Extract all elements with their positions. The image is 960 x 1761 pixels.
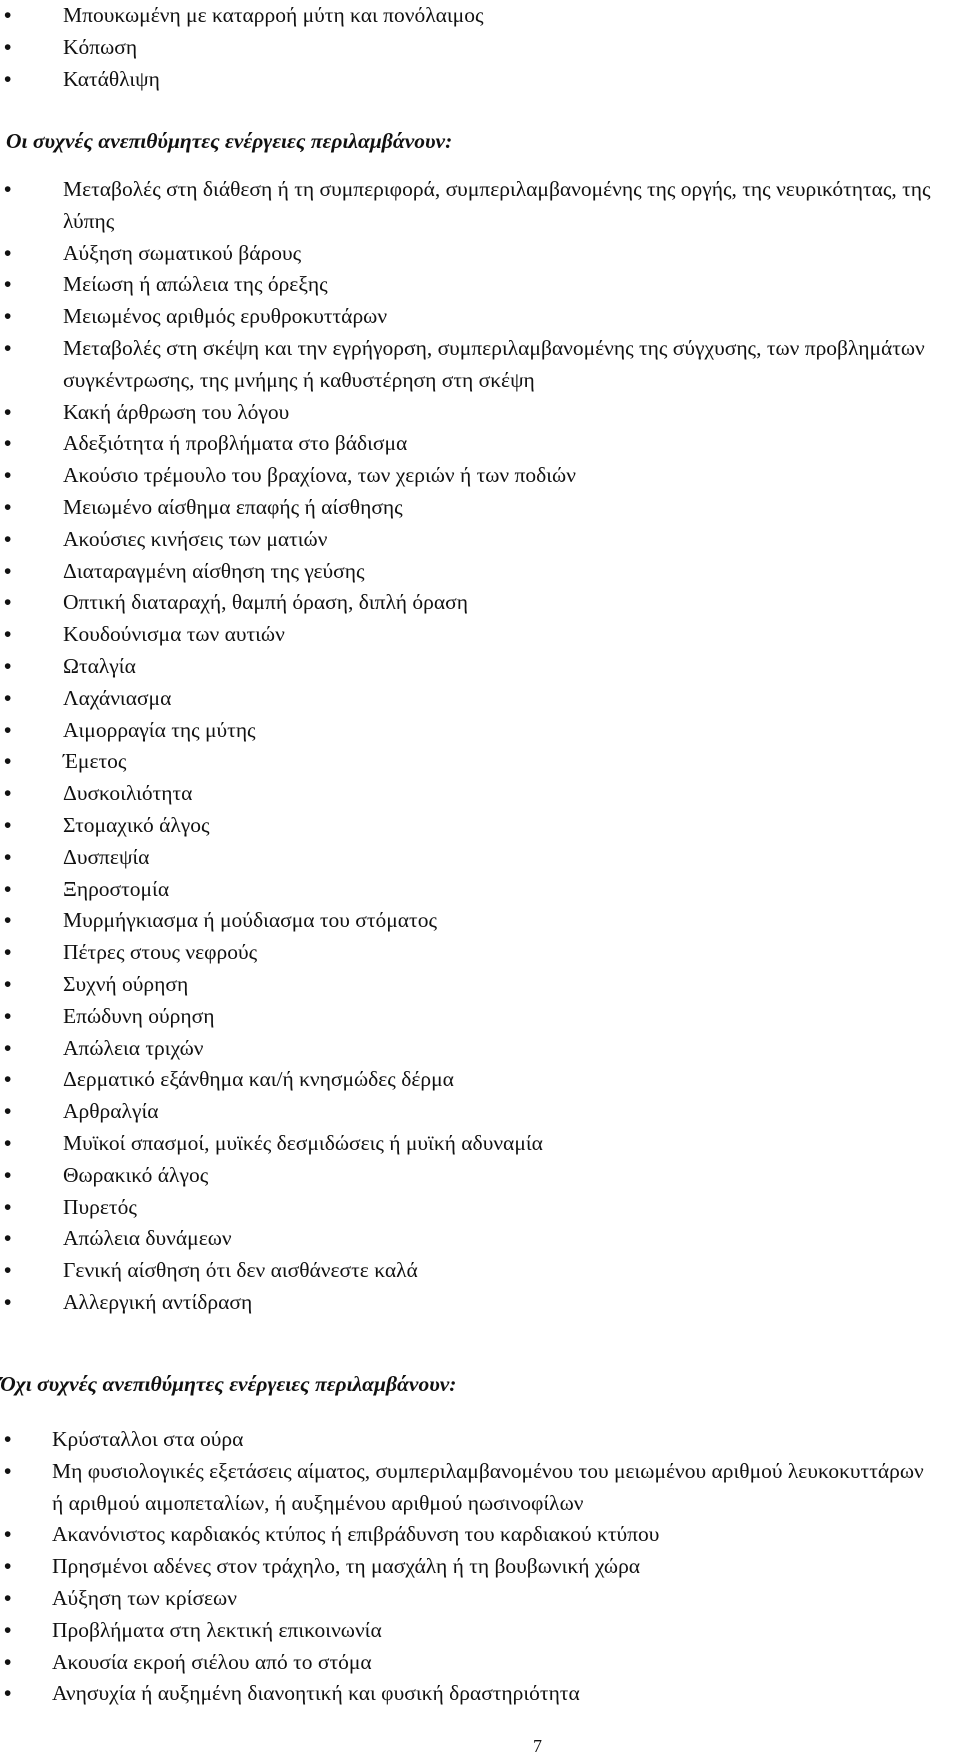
frequent-effect-item: • Πυρετός	[0, 1192, 950, 1224]
frequent-effect-item: • Κουδούνισμα των αυτιών	[0, 619, 950, 651]
frequent-effect-item: • Συχνή ούρηση	[0, 969, 950, 1001]
frequent-effect-item: • Απώλεια τριχών	[0, 1033, 950, 1065]
intro-symptom-list	[0, 0, 950, 95]
frequent-effects-heading: Οι συχνές ανεπιθύμητες ενέργειες περιλαμβάνουν:	[6, 129, 453, 153]
frequent-effect-item: • Κακή άρθρωση του λόγου	[0, 397, 950, 429]
frequent-effect-item: • Δυσκοιλιότητα	[0, 778, 950, 810]
intro-symptom-item: • Μπουκωμένη με καταρροή μύτη και πονόλαιμος	[0, 0, 950, 32]
infrequent-effect-item: • Προβλήματα στη λεκτική επικοινωνία	[0, 1615, 950, 1647]
intro-symptom-item: • Κόπωση	[0, 32, 950, 64]
infrequent-effect-item: • Κρύσταλλοι στα ούρα	[0, 1424, 950, 1456]
frequent-effect-item: • Μεταβολές στη διάθεση ή τη συμπεριφορά, συμπεριλαμβανομένης της οργής, της νευρικότητας, της λύπης	[0, 174, 950, 238]
frequent-effect-item: • Μυρμήγκιασμα ή μούδιασμα του στόματος	[0, 905, 950, 937]
frequent-effects-list	[0, 174, 950, 1319]
frequent-effect-item: • Αλλεργική αντίδραση	[0, 1287, 950, 1319]
frequent-effect-item: • Δερματικό εξάνθημα και/ή κνησμώδες δέρμα	[0, 1064, 950, 1096]
intro-symptom-item: • Κατάθλιψη	[0, 64, 950, 96]
frequent-effect-item: • Μειωμένο αίσθημα επαφής ή αίσθησης	[0, 492, 950, 524]
frequent-effect-item: • Μεταβολές στη σκέψη και την εγρήγορση, συμπεριλαμβανομένης της σύγχυσης, των προβλημάτων συγκέντρωσης, της μνήμης ή καθυστέρηση στη σκέψη	[0, 333, 950, 397]
frequent-effect-item: • Γενική αίσθηση ότι δεν αισθάνεστε καλά	[0, 1255, 950, 1287]
frequent-effect-item: • Ακούσιες κινήσεις των ματιών	[0, 524, 950, 556]
infrequent-effect-item: • Μη φυσιολογικές εξετάσεις αίματος, συμπεριλαμβανομένου του μειωμένου αριθμού λευκοκυττάρων ή αριθμού αιμοπεταλίων, ή αυξημένου αριθμού ηωσινοφίλων	[0, 1456, 950, 1520]
frequent-effect-item: • Μειωμένος αριθμός ερυθροκυττάρων	[0, 301, 950, 333]
frequent-effect-item: • Αιμορραγία της μύτης	[0, 715, 950, 747]
infrequent-effect-item: • Πρησμένοι αδένες στον τράχηλο, τη μασχάλη ή τη βουβωνική χώρα	[0, 1551, 950, 1583]
frequent-effect-item: • Διαταραγμένη αίσθηση της γεύσης	[0, 556, 950, 588]
frequent-effect-item: • Οπτική διαταραχή, θαμπή όραση, διπλή όραση	[0, 587, 950, 619]
frequent-effect-item: • Μυϊκοί σπασμοί, μυϊκές δεσμιδώσεις ή μυϊκή αδυναμία	[0, 1128, 950, 1160]
frequent-effect-item: • Αδεξιότητα ή προβλήματα στο βάδισμα	[0, 428, 950, 460]
frequent-effect-item: • Αύξηση σωματικού βάρους	[0, 238, 950, 270]
frequent-effect-item: • Αρθραλγία	[0, 1096, 950, 1128]
frequent-effect-item: • Επώδυνη ούρηση	[0, 1001, 950, 1033]
frequent-effect-item: • Θωρακικό άλγος	[0, 1160, 950, 1192]
infrequent-effect-item: • Ακανόνιστος καρδιακός κτύπος ή επιβράδυνση του καρδιακού κτύπου	[0, 1519, 950, 1551]
frequent-effect-item: • Δυσπεψία	[0, 842, 950, 874]
infrequent-effect-item: • Ανησυχία ή αυξημένη διανοητική και φυσική δραστηριότητα	[0, 1678, 950, 1710]
frequent-effect-item: • Στομαχικό άλγος	[0, 810, 950, 842]
frequent-effect-item: • Λαχάνιασμα	[0, 683, 950, 715]
infrequent-effect-item: • Ακουσία εκροή σιέλου από το στόμα	[0, 1647, 950, 1679]
frequent-effect-item: • Πέτρες στους νεφρούς	[0, 937, 950, 969]
frequent-effect-item: • Μείωση ή απώλεια της όρεξης	[0, 269, 950, 301]
page-number: 7	[533, 1736, 542, 1756]
infrequent-effect-item: • Αύξηση των κρίσεων	[0, 1583, 950, 1615]
frequent-effect-item: • Απώλεια δυνάμεων	[0, 1223, 950, 1255]
frequent-effect-item: • Ξηροστομία	[0, 874, 950, 906]
frequent-effect-item: • Ωταλγία	[0, 651, 950, 683]
frequent-effect-item: • Ακούσιο τρέμουλο του βραχίονα, των χεριών ή των ποδιών	[0, 460, 950, 492]
infrequent-effects-heading: Όχι συχνές ανεπιθύμητες ενέργειες περιλαμβάνουν:	[0, 1372, 457, 1396]
frequent-effect-item: • Έμετος	[0, 746, 950, 778]
infrequent-effects-list	[0, 1424, 950, 1710]
